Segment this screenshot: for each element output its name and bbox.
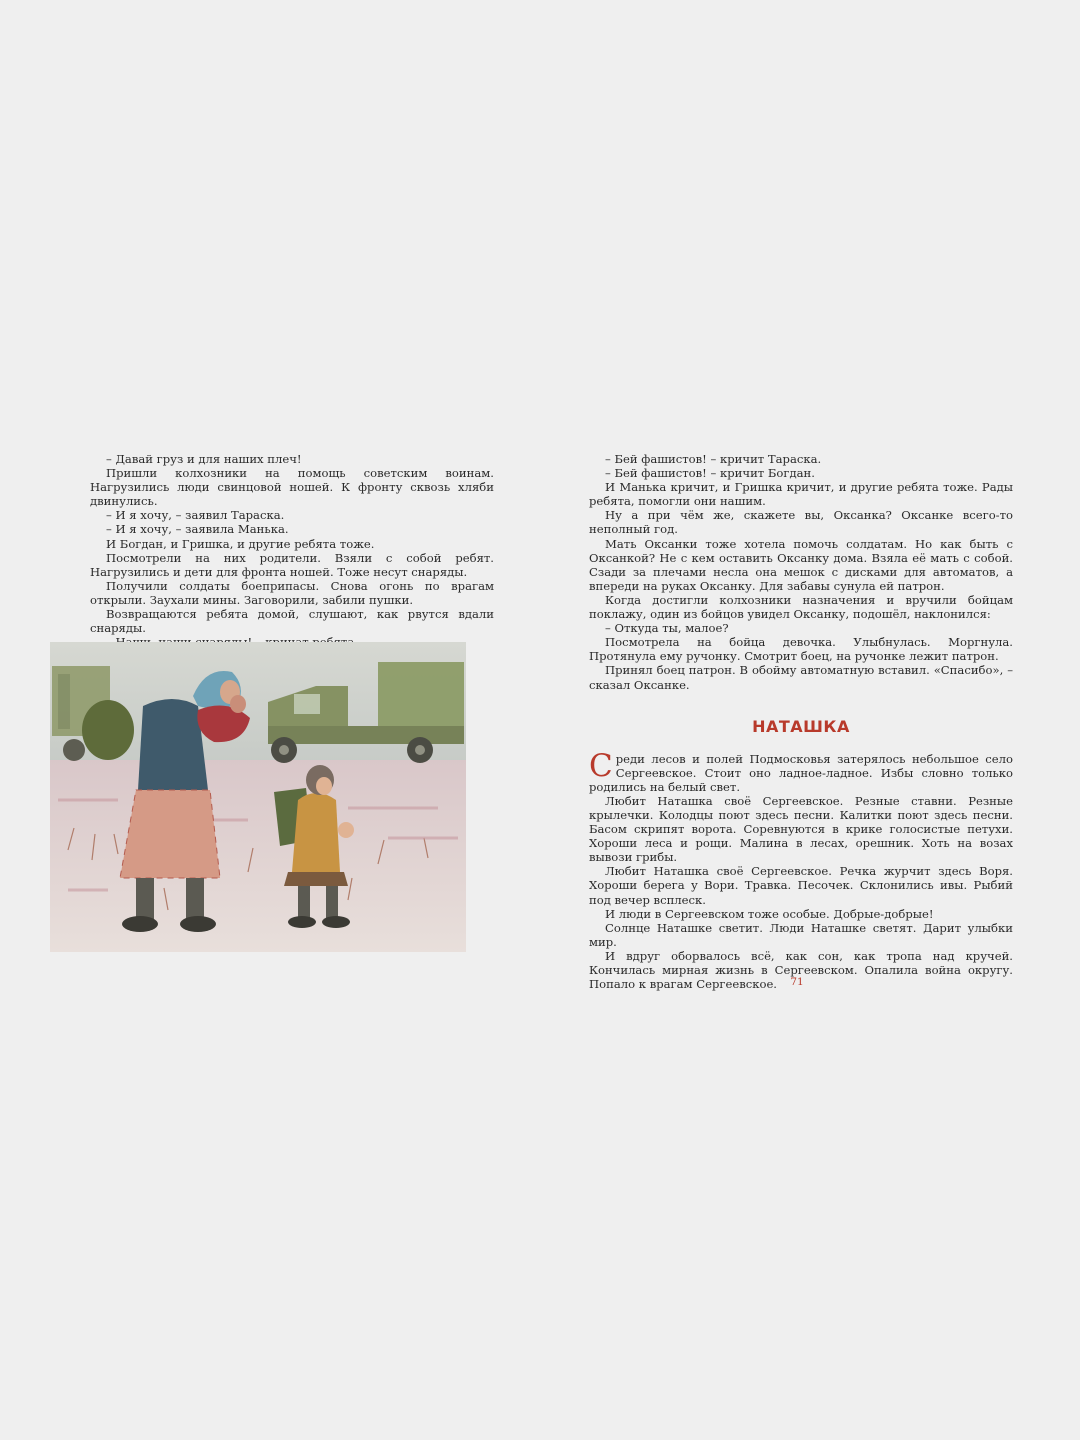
first-paragraph bbox=[589, 747, 1013, 794]
paragraph: И вдруг оборвалось всё, как сон, как тропа над кручей. Кончилась мирная жизнь в Сергеевском. Опалила война округу. Попало к врагам Сергеевское. bbox=[589, 948, 1013, 992]
drop-cap: С bbox=[589, 747, 613, 784]
paragraph: Мать Оксанки тоже хотела помочь солдатам. Но как быть с Оксанкой? Не с кем оставить Оксанку дома. Взяла её мать с собой. Сзади за плечами несла она мешок с дисками для автоматов, а впереди на руках Оксанку. Для забавы сунула ей патрон. bbox=[589, 536, 1013, 593]
illustration-mother-and-child bbox=[48, 640, 468, 954]
paragraph: – Бей фашистов! – кричит Тараска. bbox=[605, 452, 822, 466]
page-number: 71 bbox=[790, 976, 804, 988]
paragraph: И Манька кричит, и Гришка кричит, и другие ребята тоже. Рады ребята, помогли они нашим. bbox=[589, 480, 1013, 509]
right-page-text bbox=[589, 452, 1013, 991]
paragraph: Пришли колхозники на помощь советским воинам. Нагрузились люди свинцовой ношей. К фронту сквозь хляби двинулись. bbox=[90, 466, 494, 509]
paragraph: Любит Наташка своё Сергеевское. Резные ставни. Резные крылечки. Колодцы поют здесь песни. Калитки поют здесь песни. Басом скрипят ворота. Соревнуются в крике голосистые петухи. Хороши леса и рощи. Малина в лесах, орешник. Хоть на возах вывози грибы. bbox=[589, 793, 1013, 865]
paragraph: – Бей фашистов! – кричит Богдан. bbox=[605, 466, 815, 481]
paragraph: Солнце Наташке светит. Люди Наташке светят. Дарит улыбки мир. bbox=[589, 920, 1013, 949]
paragraph: – И я хочу, – заявила Манька. bbox=[106, 522, 289, 537]
first-paragraph-text: реди лесов и полей Подмосковья затерялось небольшое село Сергеевское. Стоит оно ладное-ладное. Избы словно только родились на белый свет. bbox=[589, 751, 1013, 794]
section-title: НАТАШКА bbox=[752, 716, 850, 736]
paragraph: Возвращаются ребята домой, слушают, как рвутся вдали снаряды. bbox=[90, 607, 494, 636]
paragraph: И люди в Сергеевском тоже особые. Добрые-добрые! bbox=[605, 906, 934, 921]
paragraph: – Откуда ты, малое? bbox=[605, 621, 729, 636]
paragraph: Ну а при чём же, скажете вы, Оксанка? Оксанке всего-то неполный год. bbox=[589, 508, 1013, 537]
paragraph: Получили солдаты боеприпасы. Снова огонь по врагам открыли. Заухали мины. Заговорили, забили пушки. bbox=[90, 578, 494, 607]
paragraph: И Богдан, и Гришка, и другие ребята тоже. bbox=[106, 536, 375, 551]
paragraph: Любит Наташка своё Сергеевское. Речка журчит здесь Воря. Хороши берега у Вори. Травка. Песочек. Склонились ивы. Рыбий под вечер всплеск. bbox=[589, 864, 1013, 907]
paragraph: Когда достигли колхозники назначения и вручили бойцам поклажу, один из бойцов увидел Оксанку, подошёл, наклонился: bbox=[589, 592, 1013, 622]
left-page-text bbox=[90, 452, 494, 663]
ground-wash bbox=[50, 760, 466, 952]
paragraph: Посмотрели на них родители. Взяли с собой ребят. Нагрузились и дети для фронта ношей. Тоже несут снаряды. bbox=[90, 550, 494, 579]
paragraph: Принял боец патрон. В обойму автоматную вставил. «Спасибо», – сказал Оксанке. bbox=[589, 663, 1013, 692]
paragraph: – И я хочу, – заявил Тараска. bbox=[106, 508, 285, 523]
paragraph: Посмотрела на бойца девочка. Улыбнулась. Моргнула. Протянула ему ручонку. Смотрит боец, на ручонке лежит патрон. bbox=[589, 635, 1013, 664]
paragraph: – Давай груз и для наших плеч! bbox=[106, 452, 302, 466]
